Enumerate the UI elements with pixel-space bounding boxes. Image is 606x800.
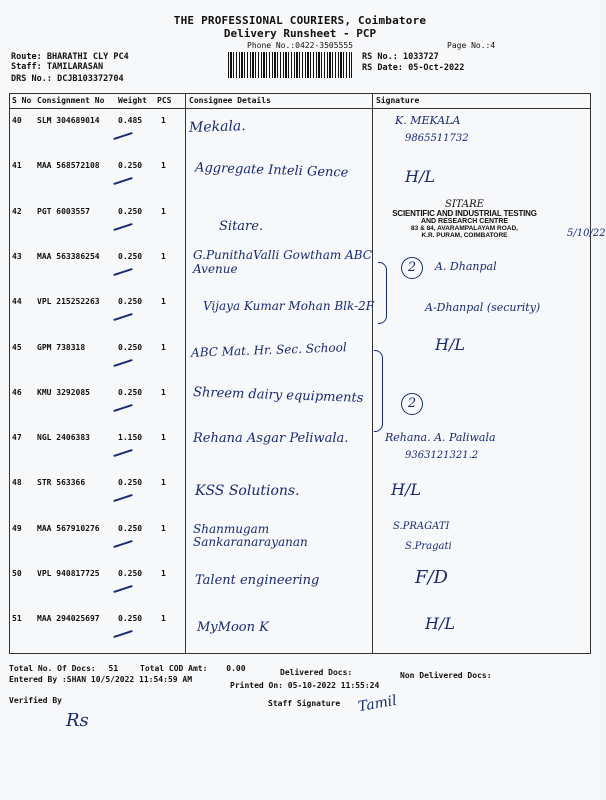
group-bracket (374, 350, 383, 432)
total-docs (9, 664, 118, 673)
pieces: 1 (161, 251, 166, 261)
consignee-handwriting: Mekala. (188, 118, 246, 136)
rs-no-label: RS No.: (362, 52, 398, 62)
signature-extra: 9865511732 (405, 133, 469, 144)
drs-value: DCJB103372704 (57, 74, 124, 84)
staff-initials: Tamil (356, 692, 398, 716)
pieces: 1 (161, 161, 166, 171)
rs-date-value: 05-Oct-2022 (408, 63, 465, 73)
drs-label: DRS No.: (11, 74, 52, 84)
signature-extra: S.Pragati (405, 540, 452, 552)
consignee-handwriting: Talent engineering (195, 573, 320, 588)
total-cod-label: Total COD Amt: (140, 664, 208, 673)
rs-date-line (362, 63, 464, 73)
pieces: 1 (161, 478, 166, 488)
page-number: Page No.:4 (447, 41, 496, 50)
signature-handwriting: K. MEKALA (395, 114, 461, 127)
rs-date-label: RS Date: (362, 63, 403, 73)
weight: 0.250 (118, 161, 143, 171)
total-docs-value: 51 (108, 664, 119, 673)
verified-initials: Rs (66, 710, 89, 731)
table-row (9, 381, 591, 427)
consignee-handwriting: Shreem dairy equipments (192, 384, 364, 406)
verified-by: Verified By (9, 696, 62, 705)
entered-by: Entered By :SHAN 10/5/2022 11:54:59 AM (9, 675, 193, 684)
weight: 0.485 (118, 116, 143, 125)
consignee-handwriting: Vijaya Kumar Mohan Blk-2F (203, 299, 375, 314)
consignment-number: STR 563366 (37, 478, 86, 488)
table-row (9, 562, 591, 608)
stamp-line1: SCIENTIFIC AND INDUSTRIAL TESTING (392, 209, 537, 218)
weight: 1.150 (118, 433, 143, 443)
table-row (9, 109, 591, 155)
consignee-handwriting: G.PunithaValli Gowtham ABC Avenue (193, 247, 372, 276)
weight: 0.250 (118, 478, 143, 488)
weight: 0.250 (118, 614, 143, 624)
consignee-handwriting: KSS Solutions. (195, 483, 300, 500)
col-weight: Weight (118, 96, 147, 105)
route-line (11, 52, 129, 62)
pieces: 1 (161, 387, 166, 397)
total-cod (140, 664, 246, 673)
weight: 0.250 (118, 523, 143, 533)
stamp-line2: AND RESEARCH CENTRE (420, 218, 509, 225)
check-mark-icon (113, 449, 133, 457)
table-row (9, 245, 591, 291)
weight: 0.250 (118, 342, 143, 352)
pieces: 1 (161, 342, 166, 352)
table-row (9, 426, 591, 472)
signature-handwriting: A. Dhanpal (435, 259, 497, 273)
staff-label: Staff: (11, 62, 42, 72)
check-mark-icon (113, 540, 133, 548)
consignment-number: SLM 304689014 (37, 116, 100, 125)
check-mark-icon (113, 585, 133, 593)
serial-number: 41 (12, 161, 22, 171)
serial-number: 48 (12, 478, 22, 488)
consignment-number: MAA 567910276 (37, 523, 100, 533)
rs-no-line (362, 52, 439, 62)
table-row (9, 607, 591, 653)
check-mark-icon (113, 494, 133, 502)
serial-number: 51 (12, 614, 22, 624)
staff-line (11, 62, 103, 72)
signature-handwriting: H/L (425, 614, 455, 634)
runsheet-table (9, 93, 606, 654)
consignee-handwriting: Rehana Asgar Peliwala. (193, 431, 349, 447)
signature-handwriting: F/D (415, 567, 448, 588)
stamp-line4: K.R. PURAM, COIMBATORE (421, 232, 508, 239)
drs-line (11, 74, 124, 84)
consignee-handwriting: ABC Mat. Hr. Sec. School (190, 339, 347, 360)
non-delivered-docs: Non Delivered Docs: (400, 671, 492, 680)
serial-number: 50 (12, 569, 22, 578)
consignment-number: KMU 3292085 (37, 387, 90, 397)
col-consignee: Consignee Details (189, 96, 271, 105)
consignment-number: NGL 2406383 (37, 433, 90, 443)
serial-number: 43 (12, 251, 22, 261)
check-mark-icon (113, 630, 133, 638)
consignment-number: MAA 294025697 (37, 614, 100, 624)
staff-signature-label: Staff Signature (268, 699, 341, 708)
pieces: 1 (161, 433, 166, 443)
weight: 0.250 (118, 387, 143, 397)
table-row (9, 154, 591, 200)
pieces: 1 (161, 297, 166, 307)
stamp-line3: 83 & 84, AVARAMPALAYAM ROAD, (411, 225, 518, 232)
consignment-number: VPL 940817725 (37, 569, 100, 578)
delivered-docs: Delivered Docs: (280, 668, 353, 677)
serial-number: 45 (12, 342, 22, 352)
signature-extra: 2 (401, 257, 423, 279)
pieces: 1 (161, 116, 166, 125)
consignee-handwriting: MyMoon K (197, 620, 269, 636)
col-signature: Signature (376, 96, 420, 105)
col-pcs: PCS (157, 96, 172, 105)
consignee-handwriting: Shanmugam Sankaranarayanan (193, 521, 308, 550)
signature-handwriting: Rehana. A. Paliwala (385, 431, 496, 445)
serial-number: 40 (12, 116, 22, 125)
check-mark-icon (113, 313, 133, 321)
signature-extra: 9363121321.2 (405, 450, 479, 462)
serial-number: 47 (12, 433, 22, 443)
stamp-name: SITARE (445, 199, 484, 210)
total-docs-label: Total No. Of Docs: (9, 664, 96, 673)
check-mark-icon (113, 177, 133, 185)
consignment-number: VPL 215252263 (37, 297, 100, 307)
signature-handwriting: H/L (405, 167, 435, 187)
table-row (9, 290, 591, 336)
phone-number: Phone No.:0422-3505555 (247, 41, 353, 50)
consignment-number: MAA 563386254 (37, 251, 100, 261)
company-name: THE PROFESSIONAL COURIERS, Coimbatore (173, 14, 427, 27)
sheet-title: Delivery Runsheet - PCP (223, 27, 377, 40)
staff-value: TAMILARASAN (46, 62, 104, 72)
table-row (9, 336, 591, 382)
route-value: BHARATHI CLY PC4 (46, 52, 129, 62)
table-row (9, 471, 591, 517)
serial-number: 44 (12, 297, 22, 307)
serial-number: 42 (12, 206, 22, 216)
group-bracket (378, 262, 387, 324)
serial-number: 46 (12, 387, 22, 397)
consignee-handwriting: Sitare. (219, 218, 264, 234)
check-mark-icon (113, 358, 133, 366)
check-mark-icon (113, 268, 133, 276)
check-mark-icon (113, 223, 133, 231)
consignment-number: GPM 738318 (37, 342, 86, 352)
col-consignment: Consignment No (37, 96, 105, 105)
signature-handwriting: S.PRAGATI (393, 520, 450, 532)
check-mark-icon (113, 132, 133, 140)
pieces: 1 (161, 614, 166, 624)
signature-handwriting: H/L (435, 334, 465, 354)
pieces: 1 (161, 569, 166, 578)
pieces: 1 (161, 206, 166, 216)
signature-extra: 2 (401, 393, 423, 415)
total-cod-value: 0.00 (226, 664, 246, 673)
consignment-number: PGT 6003557 (37, 206, 90, 216)
check-mark-icon (113, 404, 133, 412)
printed-on: Printed On: 05-10-2022 11:55:24 (230, 681, 380, 690)
rs-no-value: 1033727 (402, 52, 439, 62)
weight: 0.250 (118, 206, 143, 216)
weight: 0.250 (118, 251, 143, 261)
barcode-icon (228, 52, 352, 78)
weight: 0.250 (118, 569, 143, 578)
table-row (9, 517, 591, 563)
col-sno: S No (12, 96, 32, 105)
pieces: 1 (161, 523, 166, 533)
weight: 0.250 (118, 297, 143, 307)
company-stamp (377, 199, 552, 239)
serial-number: 49 (12, 523, 22, 533)
signature-handwriting: H/L (391, 480, 421, 500)
consignee-handwriting: Aggregate Inteli Gence (194, 160, 349, 181)
signature-extra: 5/10/22 (567, 227, 606, 239)
signature-handwriting: A-Dhanpal (security) (425, 301, 541, 315)
consignment-number: MAA 568572108 (37, 161, 100, 171)
route-label: Route: (11, 52, 42, 62)
